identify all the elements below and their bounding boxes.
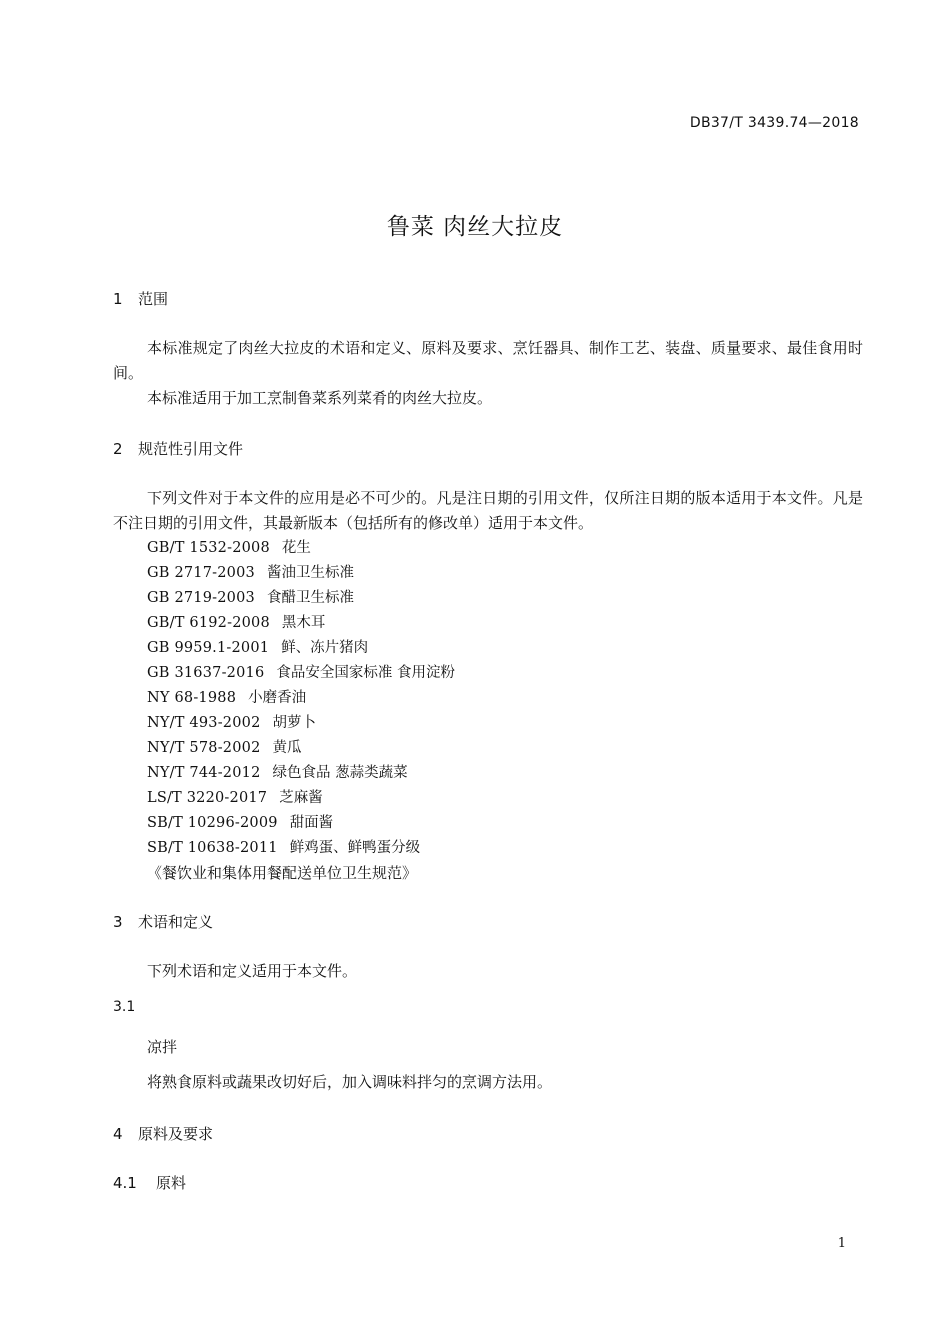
- section-number: 1: [113, 290, 123, 308]
- section-heading-normative-refs: [113, 438, 243, 459]
- reference-name: 鲜、冻片猪肉: [281, 640, 369, 656]
- page-number: 1: [837, 1236, 846, 1251]
- reference-name: 黑木耳: [281, 615, 326, 631]
- subsection-number: 4.1: [113, 1174, 137, 1192]
- reference-name: 芝麻酱: [279, 790, 323, 806]
- reference-code: NY/T 578-2002: [147, 740, 261, 756]
- reference-name: 食醋卫生标准: [266, 590, 354, 606]
- reference-item: [147, 586, 354, 611]
- reference-code: NY/T 493-2002: [147, 715, 261, 731]
- reference-name: 花生: [281, 540, 311, 556]
- reference-item: [147, 711, 316, 736]
- reference-item: [147, 636, 368, 661]
- terms-intro: 下列术语和定义适用于本文件。: [147, 962, 358, 980]
- reference-item: [147, 561, 354, 586]
- reference-name: 绿色食品 葱蒜类蔬菜: [272, 765, 408, 781]
- reference-name: 酱油卫生标准: [266, 565, 354, 581]
- scope-paragraph-2: 本标准适用于加工烹制鲁菜系列菜肴的肉丝大拉皮。: [147, 389, 493, 407]
- reference-name: 食品安全国家标准 食用淀粉: [276, 665, 455, 681]
- reference-extra: 《餐饮业和集体用餐配送单位卫生规范》: [147, 864, 418, 882]
- section-title: 术语和定义: [138, 913, 214, 931]
- section-title: 范围: [138, 290, 169, 308]
- reference-name: 黄瓜: [272, 740, 302, 756]
- reference-name: 鲜鸡蛋、鲜鸭蛋分级: [289, 840, 421, 856]
- section-title: 原料及要求: [138, 1125, 214, 1143]
- reference-item: [147, 736, 302, 761]
- reference-item: [147, 811, 333, 836]
- reference-name: 胡萝卜: [272, 715, 317, 731]
- reference-item: [147, 611, 325, 636]
- term-definition: 将熟食原料或蔬果改切好后，加入调味料拌匀的烹调方法用。: [147, 1073, 553, 1091]
- reference-name: 甜面酱: [289, 815, 334, 831]
- term-number: 3.1: [113, 999, 136, 1015]
- section-number: 2: [113, 440, 123, 458]
- reference-item: [147, 686, 306, 711]
- term-name: 凉拌: [147, 1038, 178, 1056]
- normative-refs-intro: 下列文件对于本文件的应用是必不可少的。凡是注日期的引用文件，仅所注日期的版本适用于本文件。凡是不注日期的引用文件，其最新版本（包括所有的修改单）适用于本文件。: [113, 489, 863, 532]
- reference-item: [147, 536, 311, 561]
- section-number: 3: [113, 913, 123, 931]
- scope-paragraph-1: 本标准规定了肉丝大拉皮的术语和定义、原料及要求、烹饪器具、制作工艺、装盘、质量要求、最佳食用时间。: [113, 339, 863, 382]
- reference-name: 小磨香油: [248, 690, 307, 706]
- section-number: 4: [113, 1125, 123, 1143]
- reference-item: [147, 761, 408, 786]
- reference-code: GB 2717-2003: [147, 565, 255, 581]
- section-heading-terms: [113, 911, 213, 932]
- reference-code: NY/T 744-2012: [147, 765, 261, 781]
- reference-code: GB/T 1532-2008: [147, 540, 270, 556]
- reference-item: [147, 661, 455, 686]
- reference-code: GB 31637-2016: [147, 665, 265, 681]
- reference-code: SB/T 10296-2009: [147, 815, 278, 831]
- reference-code: GB 9959.1-2001: [147, 640, 270, 656]
- reference-code: GB 2719-2003: [147, 590, 255, 606]
- document-code: DB37/T 3439.74—2018: [689, 115, 859, 131]
- section-title: 规范性引用文件: [138, 440, 244, 458]
- reference-code: GB/T 6192-2008: [147, 615, 270, 631]
- reference-code: SB/T 10638-2011: [147, 840, 278, 856]
- reference-item: [147, 836, 420, 861]
- reference-code: LS/T 3220-2017: [147, 790, 268, 806]
- section-heading-materials: [113, 1123, 213, 1144]
- reference-item: [147, 786, 323, 811]
- section-heading-scope: [113, 288, 168, 309]
- document-title: 鲁菜 肉丝大拉皮: [386, 214, 564, 240]
- reference-code: NY 68-1988: [147, 690, 237, 706]
- subsection-heading-materials: [113, 1172, 186, 1193]
- subsection-title: 原料: [156, 1174, 187, 1192]
